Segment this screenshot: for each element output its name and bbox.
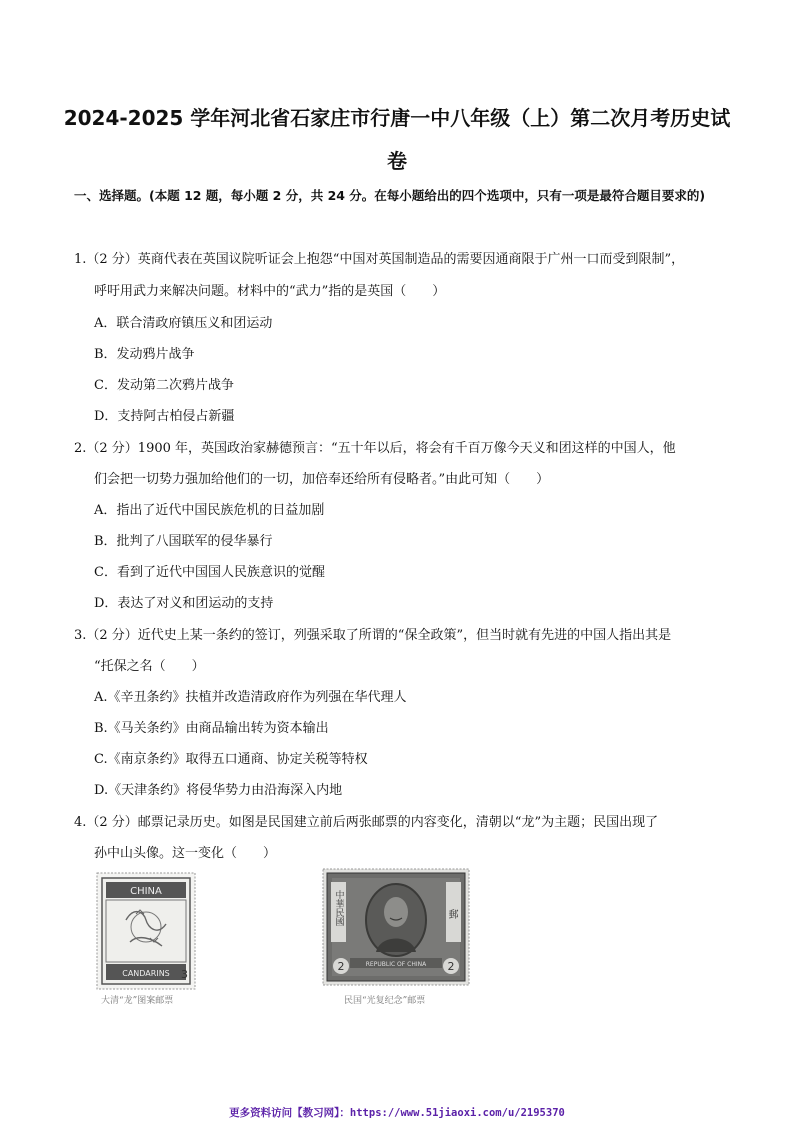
minguo-stamp-right-chars: 郵 xyxy=(448,910,459,921)
qing-dragon-stamp xyxy=(96,872,196,994)
question-1-option-d: D．支持阿古柏侵占新疆 xyxy=(94,409,235,424)
qing-stamp-top-text: CHINA xyxy=(130,886,162,897)
exam-title-line1: 2024-2025 学年河北省石家庄市行唐一中八年级（上）第二次月考历史试 xyxy=(63,106,731,130)
question-1-option-c: C．发动第二次鸦片战争 xyxy=(94,378,234,393)
qing-dragon-stamp-image xyxy=(96,872,196,990)
section-heading: 一、选择题。(本题 12 题，每小题 2 分，共 24 分。在每小题给出的四个选项中，只有一项是最符合题目要求的) xyxy=(74,188,706,203)
question-1-option-b: B．发动鸦片战争 xyxy=(94,347,195,362)
question-2-option-a: A．指出了近代中国民族危机的日益加剧 xyxy=(94,503,325,518)
question-2-stem-line2: 们会把一切势力强加给他们的一切，加倍奉还给所有侵略者。”由此可知（ ） xyxy=(94,472,550,487)
qing-stamp-value: 3 xyxy=(181,968,188,981)
question-3-stem-line1: 3.（2 分）近代史上某一条约的签订，列强采取了所谓的“保全政策”，但当时就有先进的中国人指出其是 xyxy=(74,628,672,643)
question-3-stem-line2: “托保之名（ ） xyxy=(94,659,205,674)
minguo-stamp-image xyxy=(322,868,470,986)
question-2-option-c: C．看到了近代中国国人民族意识的觉醒 xyxy=(94,565,325,580)
qing-stamp-bottom-text: CANDARINS xyxy=(122,969,170,978)
minguo-stamp-top-text: REPUBLIC OF CHINA xyxy=(365,961,427,968)
question-3-option-b: B.《马关条约》由商品输出转为资本输出 xyxy=(94,721,329,736)
exam-title-line2: 卷 xyxy=(387,149,407,173)
minguo-stamp-value-right: 2 xyxy=(447,960,455,973)
qing-stamp-caption: 大清“龙”图案邮票 xyxy=(101,996,174,1006)
question-1-option-a: A．联合清政府镇压义和团运动 xyxy=(94,316,273,331)
question-1-stem-line2: 呼吁用武力来解决问题。材料中的“武力”指的是英国（ ） xyxy=(94,284,446,299)
question-2-option-b: B．批判了八国联军的侵华暴行 xyxy=(94,534,273,549)
minguo-stamp-left-chars: 中華民國 xyxy=(333,890,344,926)
question-3-option-d: D.《天津条约》将侵华势力由沿海深入内地 xyxy=(94,783,343,798)
minguo-stamp-value-left: 2 xyxy=(337,960,345,973)
question-4-stem-line1: 4.（2 分）邮票记录历史。如图是民国建立前后两张邮票的内容变化，清朝以“龙”为主题；民国出现了 xyxy=(74,815,659,830)
minguo-sun-yatsen-stamp xyxy=(322,868,470,990)
question-4-stem-line2: 孙中山头像。这一变化（ ） xyxy=(94,846,277,861)
question-2-stem-line1: 2.（2 分）1900 年，英国政治家赫德预言：“五十年以后，将会有千百万像今天义和团这样的中国人，他 xyxy=(74,441,676,456)
minguo-stamp-caption: 民国“光复纪念”邮票 xyxy=(344,996,426,1006)
question-3-option-a: A.《辛丑条约》扶植并改造清政府作为列强在华代理人 xyxy=(94,690,407,705)
question-1-stem-line1: 1.（2 分）英商代表在英国议院听证会上抱怨“中国对英国制造品的需要因通商限于广州一口而受到限制”， xyxy=(74,252,685,267)
question-2-option-d: D．表达了对义和团运动的支持 xyxy=(94,596,274,611)
question-3-option-c: C.《南京条约》取得五口通商、协定关税等特权 xyxy=(94,752,368,767)
footer-link[interactable]: 更多资料访问【教习网】：https://www.51jiaoxi.com/u/2195370 xyxy=(229,1107,565,1119)
